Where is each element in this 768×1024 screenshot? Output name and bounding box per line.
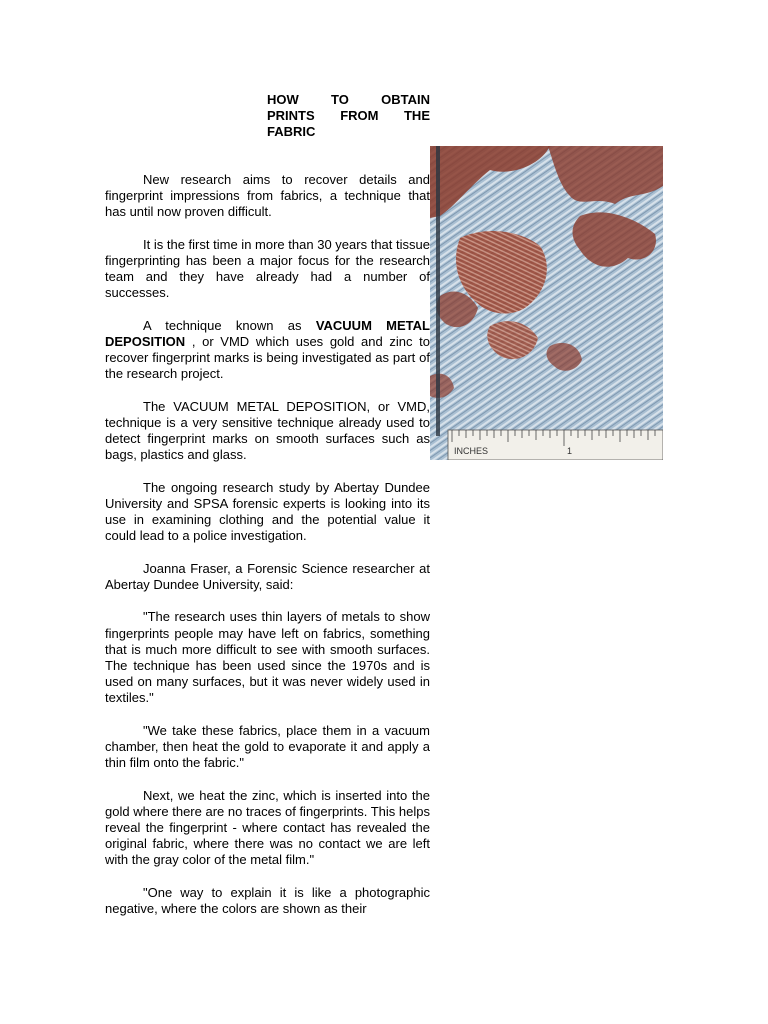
paragraph-3-lead: A technique known as [143, 317, 302, 333]
paragraph-3 [105, 318, 430, 383]
paragraph-5: The ongoing research study by Abertay Dundee University and SPSA forensic experts is looking into its use in examining clothing and the potential value it could lead to a police investigation. [105, 479, 430, 544]
paragraph-10: "One way to explain it is like a photographic negative, where the colors are shown as their [105, 884, 430, 916]
paragraph-1: New research aims to recover details and fingerprint impressions from fabrics, a technique that has until now proven difficult. [105, 172, 430, 220]
paragraph-4: The VACUUM METAL DEPOSITION, or VMD, technique is a very sensitive technique already used to detect fingerprint marks on smooth surfaces such as bags, plastics and glass. [105, 398, 430, 463]
paragraph-2: It is the first time in more than 30 years that tissue fingerprinting has been a major focus for the research team and they have already had a number of successes. [105, 236, 430, 301]
title-line-2: PRINTS FROM THE [267, 108, 430, 123]
title-line-1: HOW TO OBTAIN [267, 92, 430, 107]
title-line-3: FABRIC [267, 124, 316, 139]
fabric-fingerprint-photo [430, 146, 663, 460]
paragraph-3-tail: , or VMD which uses gold and zinc to recover fingerprint marks is being investigated as part of the research project. [105, 334, 430, 382]
paragraph-9: Next, we heat the zinc, which is inserted into the gold where there are no traces of fingerprints. This helps reveal the fingerprint - where contact has revealed the original fabric, where there was no contact we are left with the gray color of the metal film." [105, 787, 430, 868]
paragraph-7: "The research uses thin layers of metals to show fingerprints people may have left on fabrics, something that is much more difficult to see with smooth surfaces. The technique has been used since the 1970s and is used on many surfaces, but it was never widely used in textiles." [105, 609, 430, 706]
ruler-mark-label: 1 [567, 446, 573, 456]
article-body [105, 172, 430, 917]
paragraph-6: Joanna Fraser, a Forensic Science researcher at Abertay Dundee University, said: [105, 560, 430, 592]
article-title [267, 92, 430, 140]
vmd-term: VACUUM METAL DEPOSITION [105, 317, 430, 349]
ruler-unit-label: INCHES [454, 446, 489, 456]
paragraph-8: "We take these fabrics, place them in a vacuum chamber, then heat the gold to evaporate it and apply a thin film onto the fabric." [105, 722, 430, 771]
